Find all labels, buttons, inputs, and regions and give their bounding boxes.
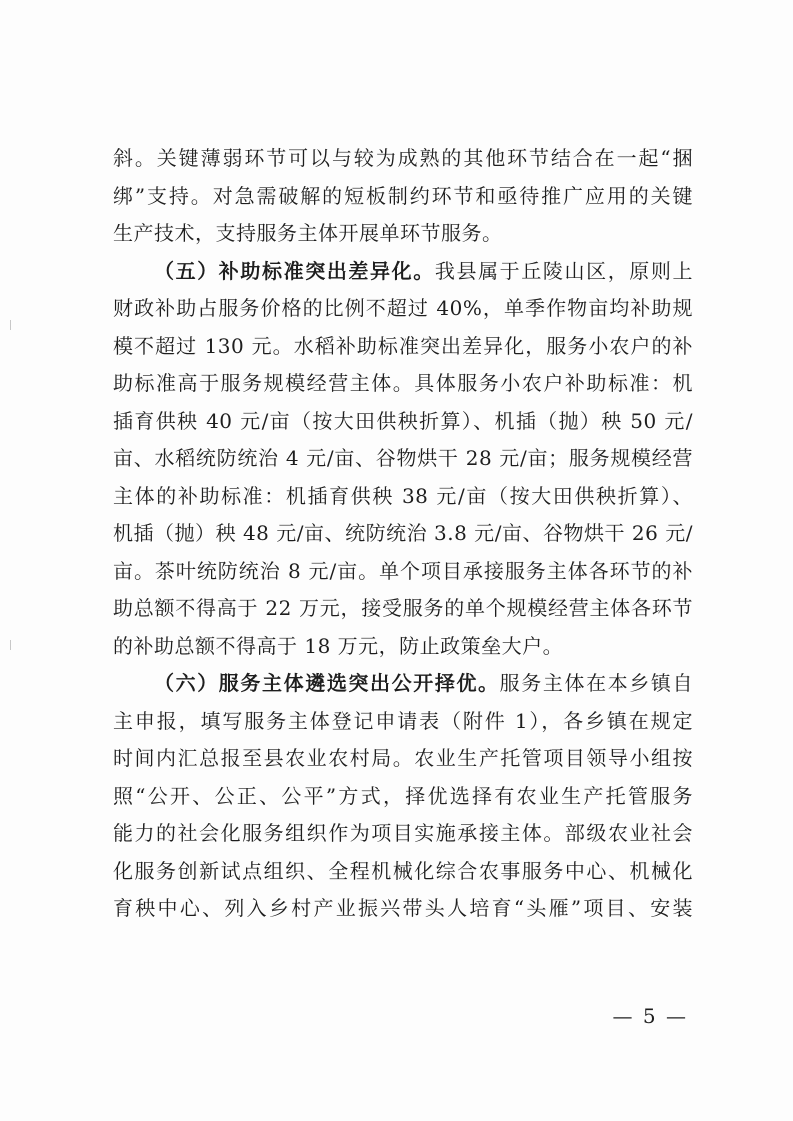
text-line: 能力的社会化服务组织作为项目实施承接主体。部级农业社会 bbox=[113, 821, 693, 845]
text-line: 主申报，填写服务主体登记申请表（附件 1），各乡镇在规定 bbox=[113, 708, 693, 733]
text-line: 生产技术，支持服务主体开展单环节服务。 bbox=[113, 221, 503, 245]
section-heading-5: （五）补助标准突出差异化。 bbox=[154, 258, 435, 283]
text-line: 斜。关键薄弱环节可以与较为成熟的其他环节结合在一起“捆 bbox=[113, 146, 693, 170]
text-line: 主体的补助标准：机插育供秧 38 元/亩（按大田供秧折算）、 bbox=[113, 483, 693, 508]
page-number: — 5 — bbox=[612, 1004, 688, 1028]
text-line: 助总额不得高于 22 万元，接受服务的单个规模经营主体各环节 bbox=[113, 596, 693, 620]
text-line: 亩。茶叶统防统治 8 元/亩。单个项目承接服务主体各环节的补 bbox=[113, 558, 693, 583]
text-line: 模不超过 130 元。水稻补助标准突出差异化，服务小农户的补 bbox=[113, 333, 693, 358]
paragraph-5-first-line bbox=[113, 253, 693, 291]
scan-margin-mark bbox=[10, 320, 11, 330]
text-line: 育秧中心、列入乡村产业振兴带头人培育“头雁”项目、安装 bbox=[113, 896, 693, 920]
text-run: 服务主体在本乡镇自 bbox=[499, 671, 694, 695]
text-line: 插育供秧 40 元/亩（按大田供秧折算）、机插（抛）秧 50 元/ bbox=[113, 408, 693, 433]
text-line: 亩、水稻统防统治 4 元/亩、谷物烘干 28 元/亩；服务规模经营 bbox=[113, 446, 693, 470]
text-line: 绑”支持。对急需破解的短板制约环节和亟待推广应用的关键 bbox=[113, 183, 693, 208]
text-line: 照“公开、公正、公平”方式，择优选择有农业生产托管服务 bbox=[113, 783, 693, 808]
text-line: 机插（抛）秧 48 元/亩、统防统治 3.8 元/亩、谷物烘干 26 元/ bbox=[113, 521, 693, 545]
text-line: 财政补助占服务价格的比例不超过 40%，单季作物亩均补助规 bbox=[113, 296, 693, 320]
text-line: 助标准高于服务规模经营主体。具体服务小农户补助标准：机 bbox=[113, 371, 693, 395]
text-line: 化服务创新试点组织、全程机械化综合农事服务中心、机械化 bbox=[113, 858, 693, 883]
scan-margin-mark bbox=[10, 640, 11, 650]
section-heading-6: （六）服务主体遴选突出公开择优。 bbox=[154, 671, 500, 695]
text-line: 时间内汇总报至县农业农村局。农业生产托管项目领导小组按 bbox=[113, 746, 693, 770]
paragraph-6-first-line bbox=[113, 665, 693, 703]
text-line: 的补助总额不得高于 18 万元，防止政策垒大户。 bbox=[113, 633, 564, 658]
text-run: 我县属于丘陵山区，原则上 bbox=[434, 258, 694, 283]
document-body bbox=[113, 140, 693, 928]
